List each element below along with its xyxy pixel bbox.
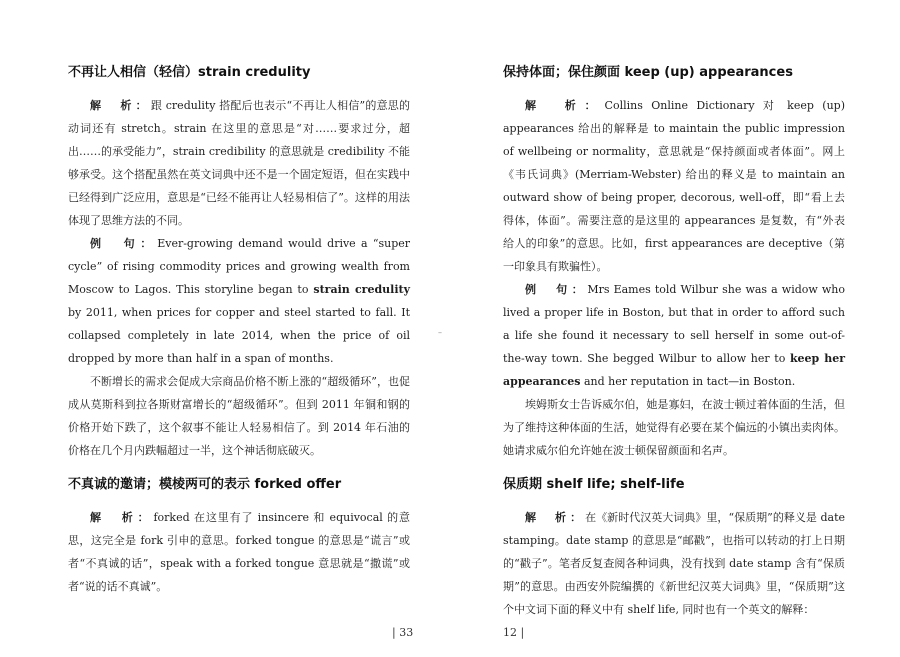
entry-forked-offer [68, 476, 410, 598]
example-label: 例 句： [525, 283, 588, 296]
example-text-before: Mrs Eames told Wilbur she was a widow who lived a proper life in Boston, but that in order to afford such a life she found it necessary to sell herself in some out-of-the-way town. She begged Wilbur to allow her to [503, 283, 846, 365]
example-label: 例 句： [90, 237, 158, 250]
translation-paragraph: 不断增长的需求会促成大宗商品价格不断上涨的“超级循环”，也促成从莫斯科到拉各斯财富增长的“超级循环”。但到 2011 年铜和钢的价格开始下跌了，这个叙事不能让人轻易相信了。到 2014 年石油的价格在几个月内跌幅超过一半，这个神话彻底破灭。 [68, 375, 410, 457]
page-number: 12 [503, 626, 517, 639]
analysis-text: 跟 credulity 搭配后也表示“不再让人相信”的意思的动词还有 stretch。strain 在这里的意思是“对……要求过分，超出……的承受能力”，strain credibility 的意思就是 credibility 不能够承受。这个搭配虽然在英文词典中还不是一个固定短语，但在实践中已经得到广泛应用，意思是“已经不能再让人轻易相信了”。这样的用法体现了思维方法的不同。 [68, 99, 411, 227]
analysis-label: 解 析： [525, 99, 605, 112]
example-term: strain credulity [313, 283, 410, 296]
entry-title: 不真诚的邀请；模棱两可的表示 forked offer [68, 477, 342, 492]
analysis-label: 解 析： [90, 511, 154, 524]
page-number: 33 [399, 626, 414, 639]
analysis-paragraph [68, 94, 410, 232]
analysis-text: forked 在这里有了 insincere 和 equivocal 的意思，这完全是 fork 引申的意思。forked tongue 的意思是“谎言”或者“不真诚的话”，speak with a forked tongue 意思就是“撒谎”或者“说的话不真诚”。 [68, 511, 411, 593]
analysis-text: 在《新时代汉英大词典》里，“保质期”的释义是 date stamping。date stamp 的意思是“邮戳”，也指可以转动的打上日期的“戳子”。笔者反复查阅各种词典，没有找到 date stamp 含有“保质期”的意思。由西安外院编撰的《新世纪汉英大词典》里，“保质期”这个中文词下面的释义中有 shelf life, 同时也有一个英文的解释： [503, 511, 845, 616]
entry-title: 不再让人相信（轻信）strain credulity [68, 65, 311, 80]
analysis-paragraph [68, 506, 410, 598]
example-term: keep her appearances [503, 352, 845, 388]
folio-divider: | [517, 626, 525, 639]
example-text-after: by 2011, when prices for copper and steel started to fall. It collapsed completely in late 2014, when the price of oil dropped by more than half in a span of months. [68, 306, 410, 365]
example-text-after: and her reputation in tact—in Boston. [580, 375, 796, 388]
example-paragraph [68, 232, 410, 370]
analysis-paragraph [503, 94, 845, 278]
translation-paragraph: 埃姆斯女士告诉威尔伯，她是寡妇，在波士顿过着体面的生活，但为了维持这种体面的生活，她觉得有必要在某个偏远的小镇出卖肉体。她请求威尔伯允许她在波士顿保留颜面和名声。 [503, 398, 845, 457]
example-paragraph [503, 278, 845, 393]
entry-title: 保质期 shelf life; shelf-life [503, 477, 685, 492]
entry-title: 保持体面；保住颜面 keep (up) appearances [503, 65, 793, 80]
folio-divider: | [392, 626, 400, 639]
page-number-right [503, 626, 524, 639]
gutter-mark: – [438, 328, 442, 337]
example-text-before: Ever-growing demand would drive a “super cycle” of rising commodity prices and growing wealth from Moscow to Lagos. This storyline began to [68, 237, 411, 296]
entry-keep-appearances [503, 64, 845, 462]
analysis-label: 解 析： [90, 99, 151, 112]
analysis-paragraph [503, 506, 845, 621]
entry-strain-credulity [68, 64, 410, 462]
analysis-text: Collins Online Dictionary 对 keep (up) appearances 给出的解释是 to maintain the public impression of wellbeing or normality，意思就是“保持颜面或者体面”。网上《韦氏词典》(Merriam-Webster) 给出的释义是 to maintain an outward show of being proper, decorous, well-off，即“看上去得体，体面”。需要注意的是这里的 appearances 是复数，有“外表给人的印象”的意思。比如，first appearances are deceptive（第一印象具有欺骗性）。 [503, 99, 846, 273]
page-number-left [392, 626, 413, 639]
analysis-label: 解 析： [525, 511, 586, 524]
entry-shelf-life [503, 476, 845, 621]
right-page [450, 0, 900, 657]
